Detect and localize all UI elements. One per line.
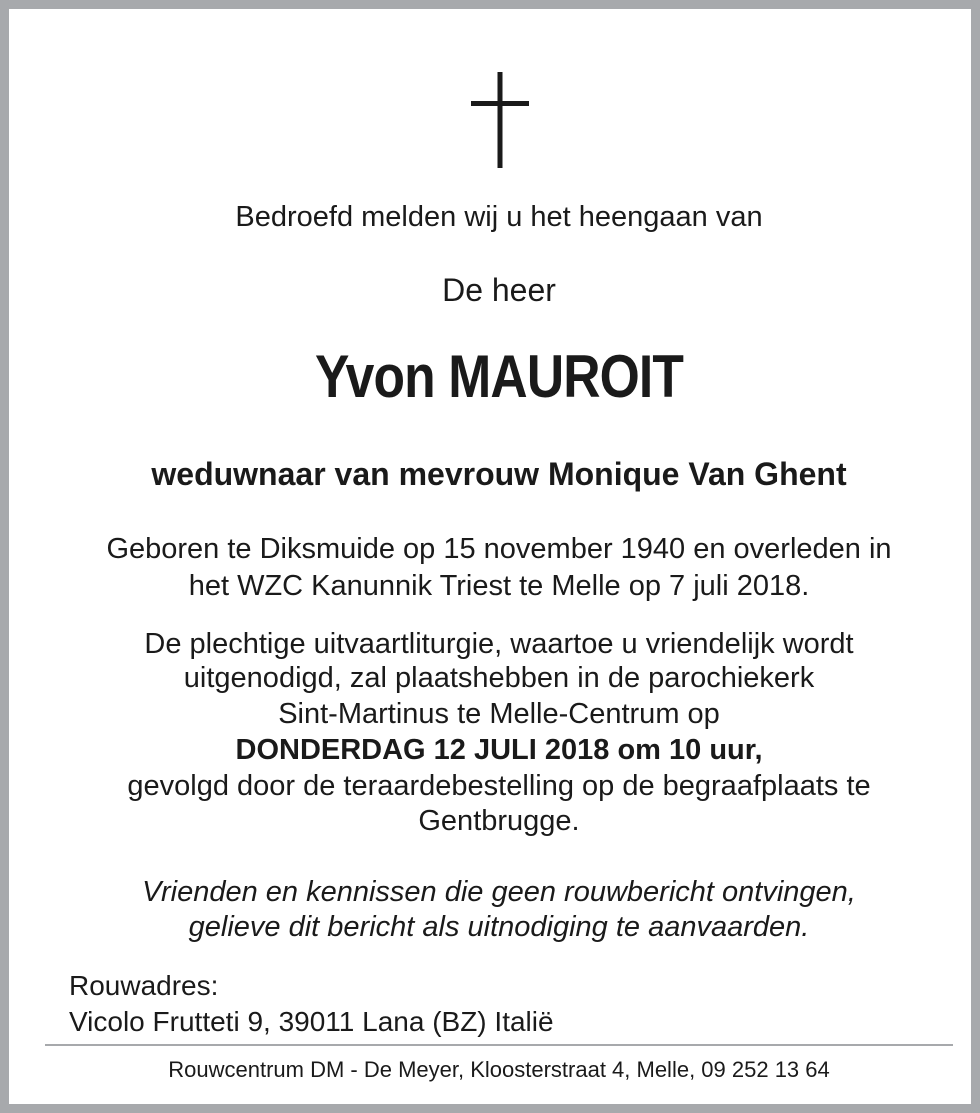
funeral-date-time: DONDERDAG 12 JULI 2018 om 10 uur, bbox=[235, 734, 763, 766]
footer-divider bbox=[45, 1044, 953, 1046]
cross-icon bbox=[471, 72, 529, 168]
funeral-line: Sint-Martinus te Melle-Centrum op bbox=[278, 698, 720, 730]
birth-death-line: Geboren te Diksmuide op 15 november 1940 en overleden in bbox=[106, 533, 892, 565]
widower-line: weduwnaar van mevrouw Monique Van Ghent bbox=[151, 456, 847, 492]
invitation-line: Vrienden en kennissen die geen rouwbericht ontvingen, bbox=[142, 876, 856, 908]
funeral-line: De plechtige uitvaartliturgie, waartoe u vriendelijk wordt bbox=[144, 628, 854, 660]
funeral-line: uitgenodigd, zal plaatshebben in de parochiekerk bbox=[183, 662, 815, 694]
funeral-line: gevolgd door de teraardebestelling op de begraafplaats te bbox=[127, 770, 871, 802]
deceased-name: Yvon MAUROIT bbox=[314, 343, 684, 410]
honorific: De heer bbox=[442, 272, 556, 308]
invitation-line: gelieve dit bericht als uitnodiging te aanvaarden. bbox=[188, 911, 810, 943]
mourning-address: Vicolo Frutteti 9, 39011 Lana (BZ) Italië bbox=[69, 1006, 554, 1037]
birth-death-line: het WZC Kanunnik Triest te Melle op 7 juli 2018. bbox=[188, 570, 810, 602]
funeral-line: Gentbrugge. bbox=[418, 805, 580, 837]
mourning-address-label: Rouwadres: bbox=[69, 970, 219, 1001]
funeral-home-footer: Rouwcentrum DM - De Meyer, Kloosterstraat 4, Melle, 09 252 13 64 bbox=[168, 1057, 830, 1082]
intro-text: Bedroefd melden wij u het heengaan van bbox=[235, 201, 763, 233]
